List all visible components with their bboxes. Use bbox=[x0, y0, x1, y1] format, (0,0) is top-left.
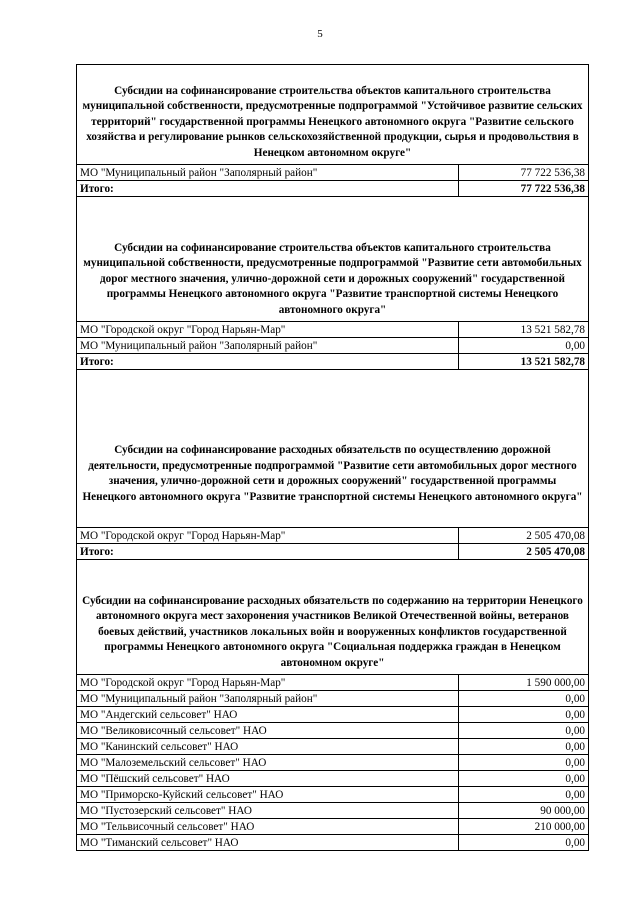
municipality-name: МО "Тельвисочный сельсовет" НАО bbox=[77, 819, 459, 835]
subsidy-amount: 0,00 bbox=[459, 723, 589, 739]
section-heading: Субсидии на софинансирование расходных обязательств по содержанию на территории Ненецкого автономного округа мест захоронения участников Великой Отечественной войны, ветеранов боевых действий, участников локальных войн и вооруженных конфликтов государственной программы Ненецкого автономного округа "Социальная поддержка граждан в Ненецком автономном округе" bbox=[77, 560, 589, 675]
table-row bbox=[77, 707, 589, 723]
subsidy-amount: 13 521 582,78 bbox=[459, 322, 589, 338]
municipality-name: МО "Канинский сельсовет" НАО bbox=[77, 739, 459, 755]
municipality-name: МО "Муниципальный район "Заполярный район" bbox=[77, 691, 459, 707]
subsidy-amount: 210 000,00 bbox=[459, 819, 589, 835]
municipality-name: МО "Городской округ "Город Нарьян-Мар" bbox=[77, 528, 459, 544]
total-label: Итого: bbox=[77, 354, 459, 370]
municipality-name: МО "Малоземельский сельсовет" НАО bbox=[77, 755, 459, 771]
table-row bbox=[77, 723, 589, 739]
table-row bbox=[77, 771, 589, 787]
municipality-name: МО "Андегский сельсовет" НАО bbox=[77, 707, 459, 723]
section-heading-row bbox=[77, 197, 589, 322]
table-row bbox=[77, 755, 589, 771]
subsidy-amount: 0,00 bbox=[459, 787, 589, 803]
table-row bbox=[77, 819, 589, 835]
municipality-name: МО "Муниципальный район "Заполярный район" bbox=[77, 165, 459, 181]
section-heading-row bbox=[77, 370, 589, 528]
table-row bbox=[77, 691, 589, 707]
table-row bbox=[77, 528, 589, 544]
section-heading: Субсидии на софинансирование расходных обязательств по осуществлению дорожной деятельности, предусмотренные подпрограммой "Развитие сети автомобильных дорог местного значения, улично-дорожной сети и дорожных сооружений" государственной программы Ненецкого автономного округа "Развитие транспортной системы Ненецкого автономного округа" bbox=[77, 370, 589, 528]
section-heading-row bbox=[77, 67, 589, 165]
municipality-name: МО "Пустозерский сельсовет" НАО bbox=[77, 803, 459, 819]
municipality-name: МО "Городской округ "Город Нарьян-Мар" bbox=[77, 675, 459, 691]
page-number: 5 bbox=[317, 28, 323, 40]
total-row bbox=[77, 354, 589, 370]
municipality-name: МО "Приморско-Куйский сельсовет" НАО bbox=[77, 787, 459, 803]
municipality-name: МО "Тиманский сельсовет" НАО bbox=[77, 835, 459, 851]
subsidy-amount: 0,00 bbox=[459, 338, 589, 354]
subsidy-amount: 2 505 470,08 bbox=[459, 528, 589, 544]
section-heading: Субсидии на софинансирование строительства объектов капитального строительства муниципальной собственности, предусмотренные подпрограммой "Развитие сети автомобильных дорог местного значения, улично-дорожной сети и дорожных сооружений" государственной программы Ненецкого автономного округа "Развитие транспортной системы Ненецкого автономного округа" bbox=[77, 197, 589, 322]
subsidy-amount: 90 000,00 bbox=[459, 803, 589, 819]
subsidy-amount: 1 590 000,00 bbox=[459, 675, 589, 691]
table-row bbox=[77, 675, 589, 691]
subsidy-amount: 77 722 536,38 bbox=[459, 165, 589, 181]
total-row bbox=[77, 544, 589, 560]
table-row bbox=[77, 322, 589, 338]
table-row bbox=[77, 787, 589, 803]
table-row bbox=[77, 739, 589, 755]
municipality-name: МО "Городской округ "Город Нарьян-Мар" bbox=[77, 322, 459, 338]
total-amount: 2 505 470,08 bbox=[459, 544, 589, 560]
subsidy-amount: 0,00 bbox=[459, 691, 589, 707]
table-row bbox=[77, 338, 589, 354]
municipality-name: МО "Пёшский сельсовет" НАО bbox=[77, 771, 459, 787]
section-heading-row bbox=[77, 560, 589, 675]
subsidy-amount: 0,00 bbox=[459, 835, 589, 851]
total-label: Итого: bbox=[77, 181, 459, 197]
table-row bbox=[77, 165, 589, 181]
table-row bbox=[77, 835, 589, 851]
total-amount: 13 521 582,78 bbox=[459, 354, 589, 370]
municipality-name: МО "Муниципальный район "Заполярный район" bbox=[77, 338, 459, 354]
total-label: Итого: bbox=[77, 544, 459, 560]
municipality-name: МО "Великовисочный сельсовет" НАО bbox=[77, 723, 459, 739]
section-heading: Субсидии на софинансирование строительства объектов капитального строительства муниципальной собственности, предусмотренные подпрограммой "Устойчивое развитие сельских территорий" государственной программы Ненецкого автономного округа "Развитие сельского хозяйства и регулирование рынков сельскохозяйственной продукции, сырья и продовольствия в Ненецком автономном округе" bbox=[77, 67, 589, 165]
subsidy-amount: 0,00 bbox=[459, 739, 589, 755]
subsidy-amount: 0,00 bbox=[459, 755, 589, 771]
table-row bbox=[77, 803, 589, 819]
total-row bbox=[77, 181, 589, 197]
total-amount: 77 722 536,38 bbox=[459, 181, 589, 197]
subsidy-table bbox=[76, 64, 589, 851]
subsidy-amount: 0,00 bbox=[459, 771, 589, 787]
subsidy-amount: 0,00 bbox=[459, 707, 589, 723]
